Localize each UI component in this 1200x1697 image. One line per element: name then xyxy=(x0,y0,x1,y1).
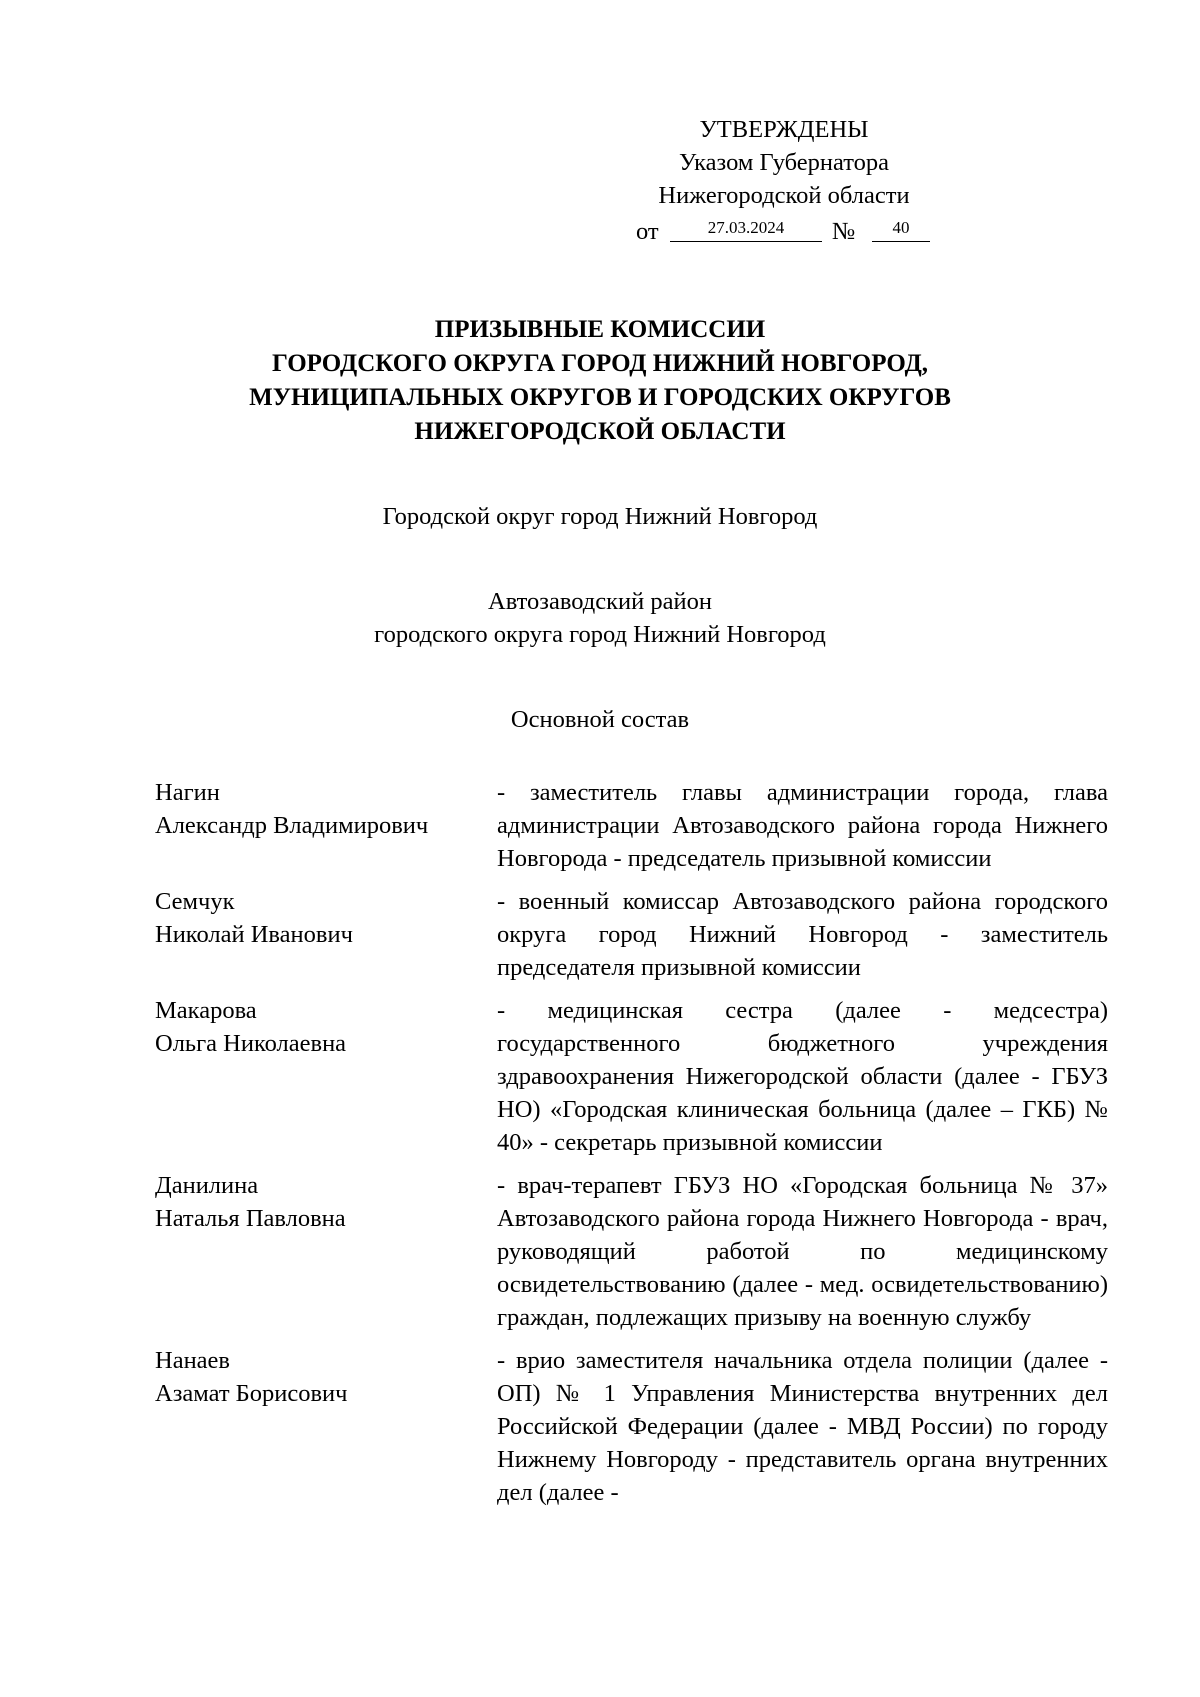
composition-heading: Основной состав xyxy=(510,706,690,733)
member-name xyxy=(155,1344,497,1410)
district-heading-line: городского округа город Нижний Новгород xyxy=(374,621,826,648)
member-given-names: Николай Иванович xyxy=(155,921,353,948)
number-field: 40 xyxy=(872,215,930,242)
member-name xyxy=(155,776,497,842)
member-entry xyxy=(155,1344,1115,1509)
member-given-names: Наталья Павловна xyxy=(155,1205,346,1232)
city-heading: Городской округ город Нижний Новгород xyxy=(382,503,818,530)
district-heading-line: Автозаводский район xyxy=(488,588,712,615)
member-name xyxy=(155,1169,497,1235)
member-role: - военный комиссар Автозаводского района городского округа город Нижний Новгород - заместитель председателя призывной комиссии xyxy=(497,888,1108,981)
member-role: - врио заместителя начальника отдела полиции (далее - ОП) № 1 Управления Министерства внутренних дел Российской Федерации (далее - МВД России) по городу Нижнему Новгороду - представитель органа внутренних дел (далее - xyxy=(497,1347,1108,1506)
date-field: 27.03.2024 xyxy=(670,215,822,242)
member-entry xyxy=(155,994,1115,1159)
approval-authority: Указом Губернатора xyxy=(678,149,890,176)
member-entry xyxy=(155,885,1115,984)
member-name xyxy=(155,994,497,1060)
approval-date-line xyxy=(636,215,936,248)
approval-block xyxy=(640,113,928,212)
member-surname: Данилина xyxy=(155,1172,259,1199)
member-surname: Семчук xyxy=(155,888,235,915)
number-label: № xyxy=(832,218,856,245)
member-entry xyxy=(155,776,1115,875)
date-label: от xyxy=(636,218,659,245)
member-role: - заместитель главы администрации города, глава администрации Автозаводского района города Нижнего Новгорода - председатель призывной комиссии xyxy=(497,779,1108,872)
member-role: - медицинская сестра (далее - медсестра) государственного бюджетного учреждения здравоохранения Нижегородской области (далее - ГБУЗ НО) «Городская клиническая больница (далее – ГКБ) № 40» - секретарь призывной комиссии xyxy=(497,997,1108,1156)
approval-region: Нижегородской области xyxy=(658,182,910,209)
title-line: МУНИЦИПАЛЬНЫХ ОКРУГОВ И ГОРОДСКИХ ОКРУГОВ xyxy=(249,384,951,411)
member-given-names: Александр Владимирович xyxy=(155,812,429,839)
member-given-names: Ольга Николаевна xyxy=(155,1030,347,1057)
member-list xyxy=(155,776,1115,1509)
member-entry xyxy=(155,1169,1115,1334)
document-title xyxy=(150,313,1050,449)
member-surname: Макарова xyxy=(155,997,257,1024)
district-heading xyxy=(150,585,1050,651)
member-surname: Нанаев xyxy=(155,1347,230,1374)
member-surname: Нагин xyxy=(155,779,220,806)
title-line: ГОРОДСКОГО ОКРУГА ГОРОД НИЖНИЙ НОВГОРОД, xyxy=(271,350,929,377)
member-name xyxy=(155,885,497,951)
title-line: НИЖЕГОРОДСКОЙ ОБЛАСТИ xyxy=(414,418,786,445)
member-given-names: Азамат Борисович xyxy=(155,1380,348,1407)
member-role: - врач-терапевт ГБУЗ НО «Городская больница № 37» Автозаводского района города Нижнего Новгорода - врач, руководящий работой по медицинскому освидетельствованию (далее - мед. освидетельствованию) граждан, подлежащих призыву на военную службу xyxy=(497,1172,1108,1331)
title-line: ПРИЗЫВНЫЕ КОМИССИИ xyxy=(434,316,766,343)
approval-status: УТВЕРЖДЕНЫ xyxy=(699,116,869,143)
